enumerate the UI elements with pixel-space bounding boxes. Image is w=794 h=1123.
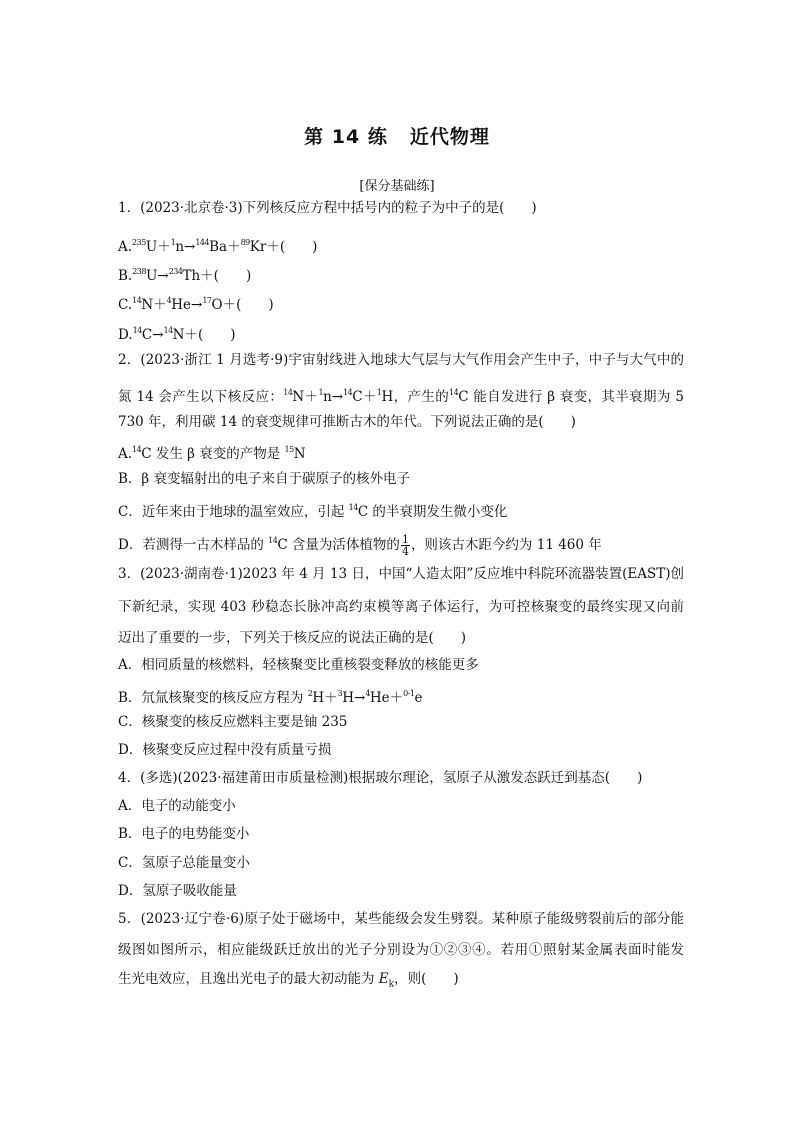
q3-option-a: A．相同质量的核燃料，轻核聚变比重核裂变释放的核能更多 bbox=[118, 657, 479, 673]
q4-option-d: D．氢原子吸收能量 bbox=[118, 883, 237, 899]
q3-option-d: D．核聚变反应过程中没有质量亏损 bbox=[118, 742, 332, 758]
q1-option-a: A.$^{235}$U＋$^1$n→$^{144}$Ba＋$^{89}$Kr＋( ) bbox=[118, 238, 318, 255]
q1-option-c: C.$^{14}$N＋$^4$He→$^{17}$O＋( ) bbox=[118, 296, 274, 313]
q2-option-b: B．β 衰变辐射出的电子来自于碳原子的核外电子 bbox=[118, 471, 411, 487]
section-label: [保分基础练] bbox=[359, 179, 435, 194]
q3-option-b: B．氘氚核聚变的核反应方程为 $^2$H＋$^3$H→$^4$He＋$^{0-1}$e bbox=[118, 689, 423, 706]
q5-stem-line-1: 5．(2023·辽宁卷·6)原子处于磁场中，某些能级会发生劈裂。某种原子能级劈裂前后的部分能 bbox=[118, 911, 684, 927]
q4-option-b: B．电子的电势能变小 bbox=[118, 826, 250, 842]
title-prefix: 第 14 练 bbox=[304, 126, 388, 148]
title-topic: 近代物理 bbox=[409, 126, 490, 148]
q2-stem-line-1: 2．(2023·浙江 1 月选考·9)宇宙射线进入地球大气层与大气作用会产生中子，中子与大气中的 bbox=[118, 352, 684, 368]
q2-option-c: C．近年来由于地球的温室效应，引起 $^{14}$C 的半衰期发生微小变化 bbox=[118, 503, 508, 520]
q3-option-c: C．核聚变的核反应燃料主要是铀 235 bbox=[118, 714, 348, 730]
q3-stem-line-1: 3．(2023·湖南卷·1)2023 年 4 月 13 日，中国“人造太阳”反应堆中科院环流器装置(EAST)创 bbox=[118, 566, 684, 582]
q4-option-c: C．氢原子总能量变小 bbox=[118, 855, 250, 871]
fraction-one-quarter: $\frac{1}{4}$ bbox=[401, 533, 409, 558]
q5-stem-line-3: 生光电效应，且逸出光电子的最大初动能为 $E_k$，则( ) bbox=[118, 971, 459, 990]
q2-option-a: A.$^{14}$C 发生 β 衰变的产物是 $^{15}$N bbox=[118, 445, 306, 462]
q4-option-a: A．电子的动能变小 bbox=[118, 798, 236, 814]
q1-option-d: D.$^{14}$C→$^{14}$N＋( ) bbox=[118, 326, 236, 343]
q1-option-b: B.$^{238}$U→$^{234}$Th＋( ) bbox=[118, 267, 252, 284]
page-title bbox=[0, 122, 794, 149]
q3-stem-line-2: 下新纪录，实现 403 秒稳态长脉冲高约束模等离子体运行，为可控核聚变的最终实现又向前 bbox=[118, 599, 684, 615]
q3-stem-line-3: 迈出了重要的一步，下列关于核反应的说法正确的是( ) bbox=[118, 630, 467, 646]
q2-stem-line-3: 730 年，利用碳 14 的衰变规律可推断古木的年代。下列说法正确的是( ) bbox=[118, 414, 576, 430]
q2-stem-line-2: 氮 14 会产生以下核反应：$^{14}$N＋$^1$n→$^{14}$C＋$^1$H，产生的$^{14}$C 能自发进行 β 衰变，其半衰期为 5 bbox=[118, 388, 684, 405]
q1-stem: 1．(2023·北京卷·3)下列核反应方程中括号内的粒子为中子的是( ) bbox=[118, 200, 537, 216]
q2-option-d: D．若测得一古木样品的 $^{14}$C 含量为活体植物的 $\frac{1}{4}$ ，则该古木距今约为 11 460 年 bbox=[118, 533, 602, 558]
q4-stem: 4．(多选)(2023·福建莆田市质量检测)根据玻尔理论，氢原子从激发态跃迁到基态( ) bbox=[118, 770, 643, 786]
q5-stem-line-2: 级图如图所示，相应能级跃迁放出的光子分别设为①②③④。若用①照射某金属表面时能发 bbox=[118, 942, 684, 958]
